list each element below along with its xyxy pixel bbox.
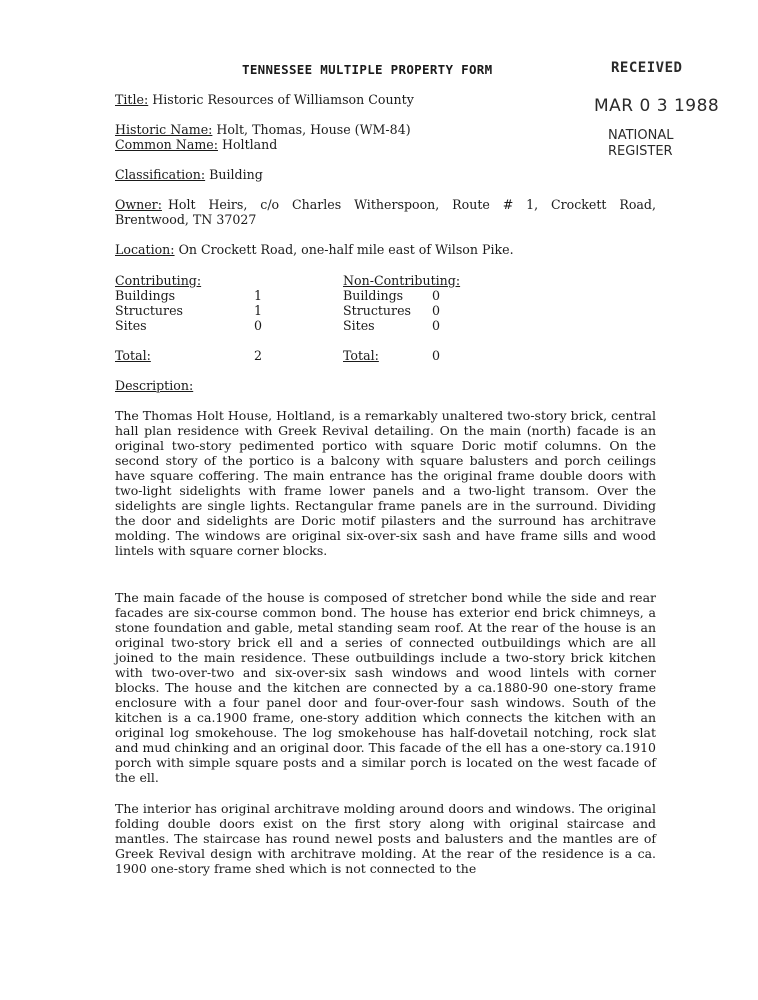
description-heading: Description: — [115, 378, 194, 393]
noncontributing-row-label: Buildings — [343, 288, 404, 303]
owner-value-line2: Brentwood, TN 37027 — [115, 212, 257, 227]
historic-name-value: Holt, Thomas, House (WM-84) — [216, 122, 411, 137]
contributing-total-value: 2 — [254, 348, 263, 363]
contributing-table — [115, 273, 275, 363]
noncontributing-total-value: 0 — [432, 348, 441, 363]
noncontributing-row-value: 0 — [432, 303, 441, 318]
contributing-row-value: 0 — [254, 318, 263, 333]
contributing-row-label: Structures — [115, 303, 183, 318]
common-name-value: Holtland — [221, 137, 278, 152]
stamp-received: RECEIVED — [611, 60, 683, 76]
form-title: TENNESSEE MULTIPLE PROPERTY FORM — [242, 62, 493, 77]
noncontributing-table — [343, 273, 503, 363]
contributing-total-label: Total: — [115, 348, 151, 363]
description-paragraph-1 — [115, 408, 656, 558]
owner-value-line1: Holt Heirs, c/o Charles Witherspoon, Route # 1, Crockett Road, — [167, 197, 656, 212]
owner-field — [115, 197, 656, 227]
location-field — [115, 242, 514, 257]
stamp-register: REGISTER — [608, 144, 673, 159]
contributing-row-label: Buildings — [115, 288, 176, 303]
title-value: Historic Resources of Williamson County — [152, 92, 414, 107]
stamp-date: MAR 0 3 1988 — [594, 96, 720, 116]
historic-name-field — [115, 122, 411, 137]
classification-label: Classification: — [115, 167, 206, 182]
owner-label: Owner: — [115, 197, 162, 212]
paragraph-text: The interior has original architrave molding around doors and windows. The original folding double doors exist on the first story along with original staircase and mantles. The staircase has round newel posts and balusters and the mantles are of Greek Revival design with architrave molding. At the rear of the residence is a ca. 1900 one-story frame shed which is not connected to the — [115, 801, 656, 876]
common-name-field — [115, 137, 277, 152]
historic-name-label: Historic Name: — [115, 122, 213, 137]
noncontributing-row-value: 0 — [432, 288, 441, 303]
common-name-label: Common Name: — [115, 137, 218, 152]
noncontributing-heading: Non-Contributing: — [343, 273, 461, 288]
location-value: On Crockett Road, one-half mile east of Wilson Pike. — [178, 242, 514, 257]
stamp-national: NATIONAL — [608, 128, 674, 143]
location-label: Location: — [115, 242, 175, 257]
noncontributing-total-label: Total: — [343, 348, 379, 363]
contributing-row-value: 1 — [254, 303, 263, 318]
contributing-row-value: 1 — [254, 288, 263, 303]
classification-value: Building — [209, 167, 263, 182]
contributing-row-label: Sites — [115, 318, 147, 333]
noncontributing-row-label: Sites — [343, 318, 375, 333]
description-paragraph-2 — [115, 590, 656, 785]
noncontributing-row-value: 0 — [432, 318, 441, 333]
classification-field — [115, 167, 263, 182]
description-paragraph-3 — [115, 801, 656, 876]
noncontributing-row-label: Structures — [343, 303, 411, 318]
title-label: Title: — [115, 92, 149, 107]
title-field — [115, 92, 414, 107]
paragraph-text: The Thomas Holt House, Holtland, is a remarkably unaltered two-story brick, central hall plan residence with Greek Revival detailing. On the main (north) facade is an original two-story pedimented portico with square Doric motif columns. On the second story of the portico is a balcony with square balusters and porch ceilings have square coffering. The main entrance has the original frame double doors with two-light sidelights with frame lower panels and a two-light transom. Over the sidelights are single lights. Rectangular frame panels are in the surround. Dividing the door and sidelights are Doric motif pilasters and the surround has architrave molding. The windows are original six-over-six sash and have frame sills and wood lintels with square corner blocks. — [115, 408, 656, 558]
paragraph-text: The main facade of the house is composed of stretcher bond while the side and rear facades are six-course common bond. The house has exterior end brick chimneys, a stone foundation and gable, metal standing seam roof. At the rear of the house is an original two-story brick ell and a series of connected outbuildings which are all joined to the main residence. These outbuildings include a two-story brick kitchen with two-over-two and six-over-six sash windows and wood lintels with corner blocks. The house and the kitchen are connected by a ca.1880-90 one-story frame enclosure with a four panel door and four-over-four sash windows. South of the kitchen is a ca.1900 frame, one-story addition which connects the kitchen with an original log smokehouse. The log smokehouse has half-dovetail notching, rock slat and mud chinking and an original door. This facade of the ell has a one-story ca.1910 porch with simple square posts and a similar porch is located on the west facade of the ell. — [115, 590, 656, 785]
contributing-heading: Contributing: — [115, 273, 202, 288]
